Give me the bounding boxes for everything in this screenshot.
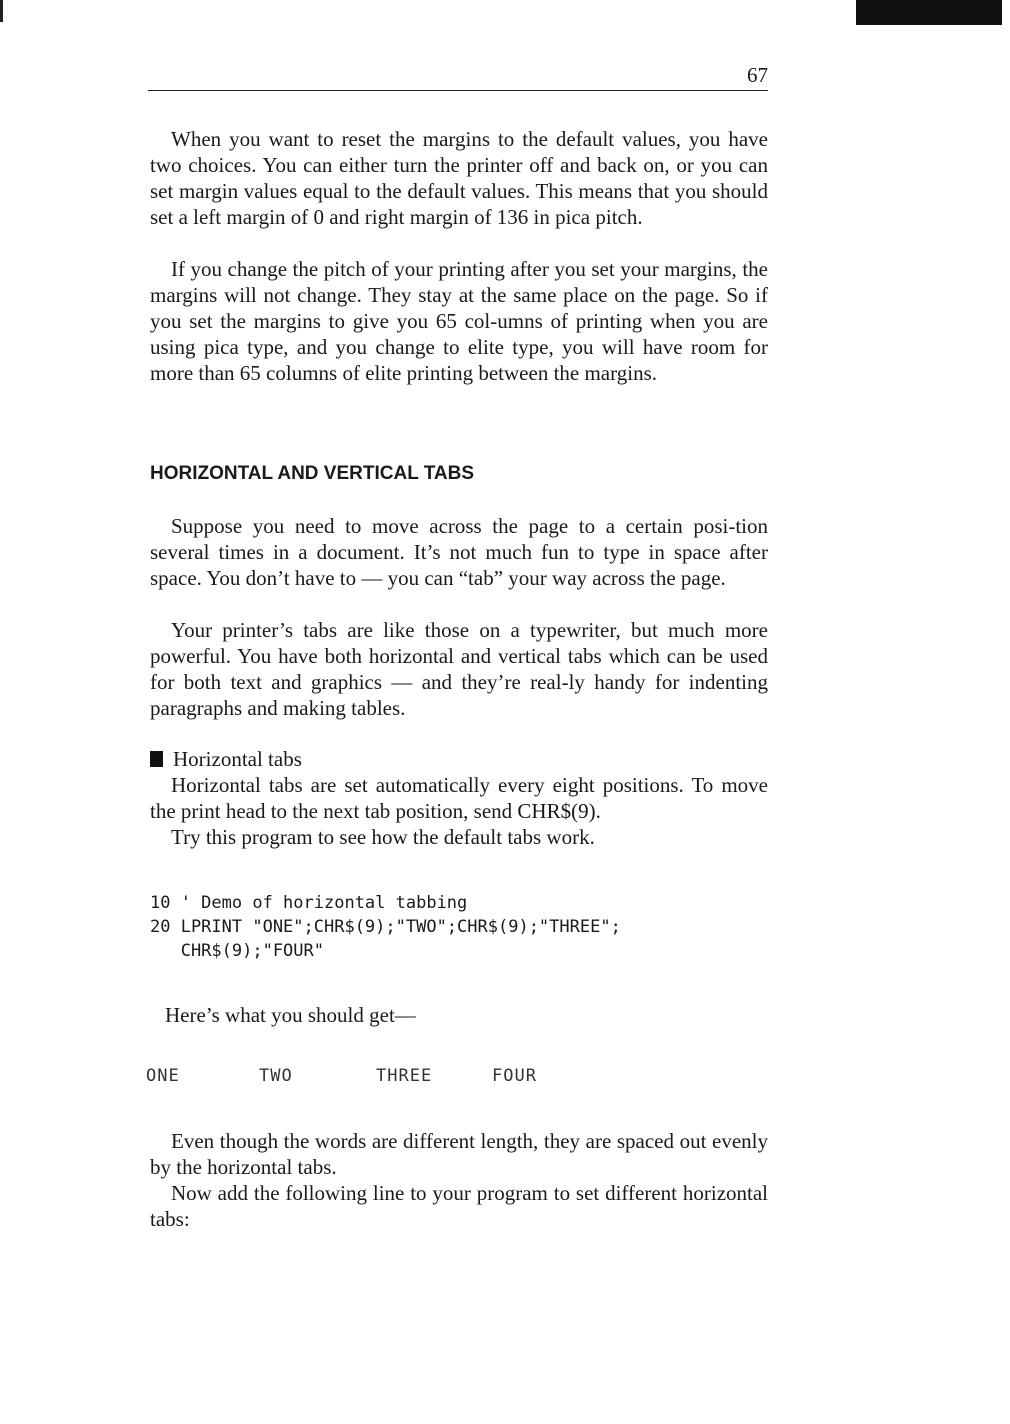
paragraph-try-program: Try this program to see how the default tabs work.	[171, 825, 595, 849]
paragraph-tabs-powerful: Your printer’s tabs are like those on a typewriter, but much more powerful. You have both horizontal and vertical tabs which can be used for both text and graphics — and they’re real-ly handy for indenting paragraphs and making tables.	[150, 618, 768, 720]
page-tab-marker	[856, 0, 1002, 25]
output-word-one: ONE	[146, 1066, 180, 1086]
subheading-horizontal-tabs	[150, 746, 302, 772]
paragraph-horizontal-default: Horizontal tabs are set automatically every eight positions. To move the print head to the next tab position, send CHR$(9).	[150, 773, 768, 823]
paragraph-spaced-evenly: Even though the words are different length, they are spaced out evenly by the horizontal tabs.	[150, 1129, 768, 1179]
output-intro: Here’s what you should get—	[165, 1003, 416, 1027]
paragraph-add-line: Now add the following line to your program to set different horizontal tabs:	[150, 1181, 768, 1231]
paragraph-reset-margins: When you want to reset the margins to the default values, you have two choices. You can either turn the printer off and back on, or you can set margin values equal to the default values. This means that you should set a left margin of 0 and right margin of 136 in pica pitch.	[150, 127, 768, 229]
section-heading: HORIZONTAL AND VERTICAL TABS	[150, 463, 475, 484]
output-word-three: THREE	[376, 1066, 433, 1086]
code-line-10: 10 ' Demo of horizontal tabbing	[150, 893, 468, 913]
subheading-label: Horizontal tabs	[173, 747, 302, 771]
paragraph-tabs-intro: Suppose you need to move across the page to a certain posi-tion several times in a document. It’s not much fun to type in space after space. You don’t have to — you can “tab” your way across the page.	[150, 514, 768, 590]
paragraph-pitch-change: If you change the pitch of your printing after you set your margins, the margins will not change. They stay at the same place on the page. So if you set the margins to give you 65 col-umns of printing when you are using pica type, and you change to elite type, you will have room for more than 65 columns of elite printing between the margins.	[150, 257, 768, 385]
output-word-four: FOUR	[492, 1066, 537, 1086]
code-line-20: 20 LPRINT "ONE";CHR$(9);"TWO";CHR$(9);"THREE";	[150, 917, 621, 937]
header-rule	[148, 90, 768, 91]
scan-corner-mark	[0, 0, 3, 22]
page-number: 67	[747, 63, 768, 87]
code-line-20-continued: CHR$(9);"FOUR"	[150, 941, 324, 961]
square-bullet-icon	[150, 751, 163, 767]
output-word-two: TWO	[259, 1066, 293, 1086]
